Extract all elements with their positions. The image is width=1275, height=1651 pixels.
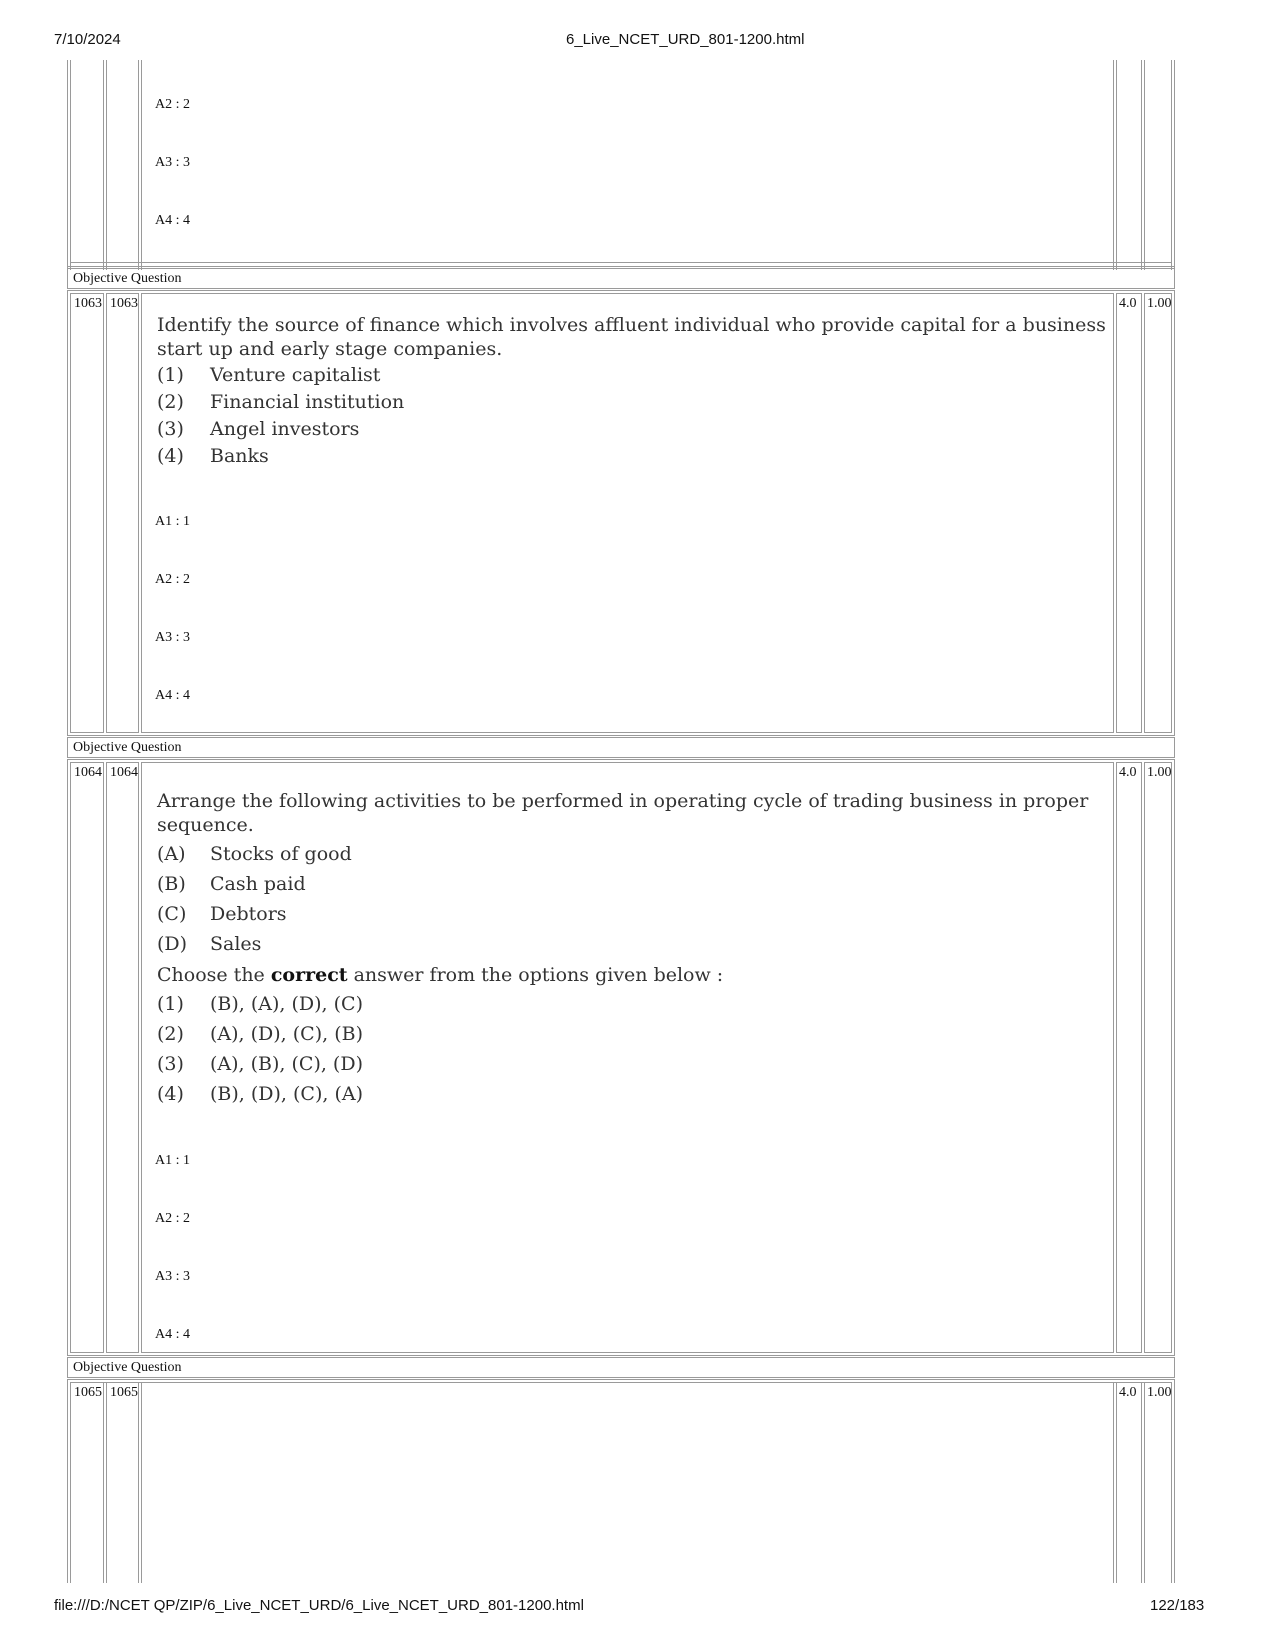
option-number: (2) — [157, 391, 184, 413]
question-option — [157, 1023, 363, 1045]
table-border — [67, 1379, 68, 1583]
option-number: (3) — [157, 1053, 184, 1075]
cell-frame — [70, 762, 104, 1353]
marks: 4.0 — [1119, 765, 1137, 780]
option-text: Angel investors — [210, 418, 360, 440]
instruction-text: answer from the options given below : — [347, 964, 724, 986]
instruction-emphasis: correct — [270, 964, 348, 986]
option-number: (4) — [157, 445, 184, 467]
table-border — [67, 1379, 1175, 1380]
table-border — [1113, 1382, 1114, 1583]
row-frame — [67, 737, 1175, 758]
marks: 4.0 — [1119, 1385, 1137, 1400]
answer-option: A3 : 3 — [155, 1269, 190, 1284]
question-option — [157, 391, 404, 413]
table-border — [70, 262, 1171, 263]
answer-option: A2 : 2 — [155, 572, 190, 587]
table-border — [70, 60, 71, 270]
option-number: (1) — [157, 993, 184, 1015]
question-type-label: Objective Question — [73, 740, 182, 755]
answer-option: A2 : 2 — [155, 1211, 190, 1226]
question-option — [157, 445, 269, 467]
question-type-label: Objective Question — [73, 1360, 182, 1375]
table-border — [1113, 60, 1114, 270]
question-id: 1064 — [110, 765, 138, 780]
table-border — [1171, 1382, 1172, 1583]
item-text: Sales — [210, 933, 262, 955]
table-border — [70, 1382, 1171, 1383]
table-border — [106, 60, 107, 270]
sequence-item — [157, 873, 306, 895]
option-number: (2) — [157, 1023, 184, 1045]
question-option — [157, 1053, 363, 1075]
option-text: Financial institution — [210, 391, 405, 413]
item-letter: (D) — [157, 933, 188, 955]
question-option — [157, 993, 363, 1015]
question-id: 1063 — [110, 296, 138, 311]
question-text-line: Arrange the following activities to be performed in operating cycle of trading business in proper — [157, 790, 1089, 812]
cell-frame — [106, 293, 139, 733]
question-text-line: start up and early stage companies. — [157, 338, 503, 360]
table-border — [1116, 1382, 1117, 1583]
question-text-line: Identify the source of finance which involves affluent individual who provide capital for a business — [157, 314, 1106, 336]
question-id: 1065 — [110, 1385, 138, 1400]
table-border — [138, 60, 139, 270]
instruction-text: Choose the — [157, 964, 271, 986]
negative-marks: 1.00 — [1147, 1385, 1172, 1400]
answer-option: A3 : 3 — [155, 155, 190, 170]
cell-frame — [1116, 762, 1142, 1353]
table-border — [1144, 60, 1145, 270]
marks: 4.0 — [1119, 296, 1137, 311]
table-border — [1141, 60, 1142, 270]
question-option — [157, 1083, 363, 1105]
table-border — [141, 60, 142, 270]
answer-option: A4 : 4 — [155, 688, 190, 703]
file-path: file:///D:/NCET QP/ZIP/6_Live_NCET_URD/6_Live_NCET_URD_801-1200.html — [54, 1597, 584, 1614]
table-border — [70, 1382, 71, 1583]
answer-option: A3 : 3 — [155, 630, 190, 645]
print-date: 7/10/2024 — [54, 31, 121, 48]
document-title: 6_Live_NCET_URD_801-1200.html — [566, 31, 805, 48]
option-number: (4) — [157, 1083, 184, 1105]
cell-frame — [106, 762, 139, 1353]
item-letter: (C) — [157, 903, 187, 925]
table-border — [67, 266, 1175, 267]
sequence-item — [157, 843, 352, 865]
item-text: Stocks of good — [210, 843, 352, 865]
option-text: (A), (B), (C), (D) — [210, 1053, 363, 1075]
row-frame — [67, 268, 1175, 289]
option-text: (B), (D), (C), (A) — [210, 1083, 363, 1105]
item-text: Cash paid — [210, 873, 306, 895]
table-border — [1171, 60, 1172, 270]
answer-option: A1 : 1 — [155, 1153, 190, 1168]
answer-option: A1 : 1 — [155, 514, 190, 529]
cell-frame — [1116, 293, 1142, 733]
question-option — [157, 364, 380, 386]
question-option — [157, 418, 359, 440]
cell-frame — [1144, 293, 1172, 733]
table-border — [1116, 60, 1117, 270]
cell-frame — [1144, 762, 1172, 1353]
table-border — [138, 1382, 139, 1583]
option-text: Banks — [210, 445, 269, 467]
table-border — [103, 1382, 104, 1583]
row-frame — [67, 1357, 1175, 1378]
table-border — [1144, 1382, 1145, 1583]
table-border — [103, 60, 104, 270]
instruction-line — [157, 963, 723, 987]
table-border — [1174, 60, 1175, 270]
table-border — [106, 1382, 107, 1583]
item-letter: (B) — [157, 873, 186, 895]
option-number: (3) — [157, 418, 184, 440]
sequence-item — [157, 933, 261, 955]
serial-number: 1065 — [74, 1385, 102, 1400]
question-text-line: sequence. — [157, 814, 254, 836]
serial-number: 1064 — [74, 765, 102, 780]
negative-marks: 1.00 — [1147, 296, 1172, 311]
answer-option: A4 : 4 — [155, 213, 190, 228]
option-text: (A), (D), (C), (B) — [210, 1023, 363, 1045]
cell-frame — [70, 293, 104, 733]
negative-marks: 1.00 — [1147, 765, 1172, 780]
sequence-item — [157, 903, 287, 925]
table-border — [141, 1382, 142, 1583]
table-border — [67, 60, 68, 270]
page-number: 122/183 — [1150, 1597, 1205, 1614]
table-border — [1174, 1379, 1175, 1583]
serial-number: 1063 — [74, 296, 102, 311]
table-border — [1141, 1382, 1142, 1583]
item-text: Debtors — [210, 903, 287, 925]
option-number: (1) — [157, 364, 184, 386]
option-text: (B), (A), (D), (C) — [210, 993, 363, 1015]
answer-option: A2 : 2 — [155, 97, 190, 112]
item-letter: (A) — [157, 843, 186, 865]
question-type-label: Objective Question — [73, 271, 182, 286]
answer-option: A4 : 4 — [155, 1327, 190, 1342]
option-text: Venture capitalist — [210, 364, 381, 386]
